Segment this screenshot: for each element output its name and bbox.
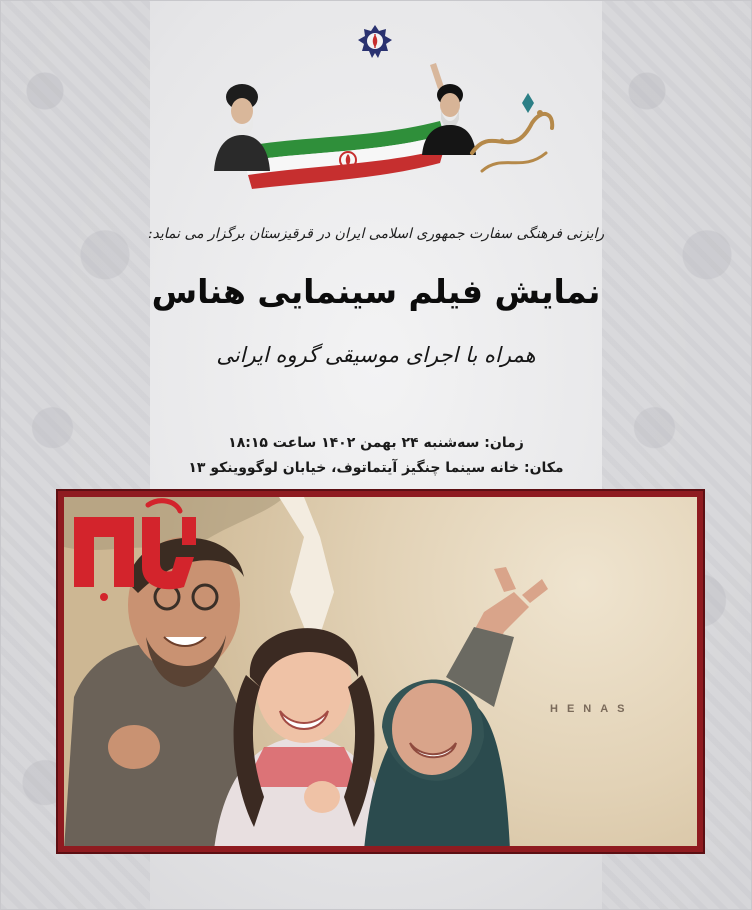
event-subtitle: همراه با اجرای موسیقی گروه ایرانی <box>216 343 536 367</box>
event-title: نمایش فیلم سینمایی هناس <box>151 272 601 311</box>
movie-logo-icon <box>64 497 204 607</box>
event-time: زمان: سه‌شنبه ۲۴ بهمن ۱۴۰۲ ساعت ۱۸:۱۵ <box>228 435 524 451</box>
mabaath-calligraphy-icon <box>462 83 562 183</box>
event-place: مکان: خانه سینما چنگیز آیتماتوف، خیابان لوگووینکو ۱۳ <box>188 460 564 476</box>
movie-poster-image <box>64 497 697 846</box>
movie-logo-latin: HENAS <box>550 703 634 715</box>
portrait-left-image <box>208 75 276 171</box>
header-banner <box>200 55 560 200</box>
movie-poster-frame <box>56 489 705 854</box>
organizer-line: رایزنی فرهنگی سفارت جمهوری اسلامی ایران در قرقیزستان برگزار می نماید: <box>147 226 605 242</box>
